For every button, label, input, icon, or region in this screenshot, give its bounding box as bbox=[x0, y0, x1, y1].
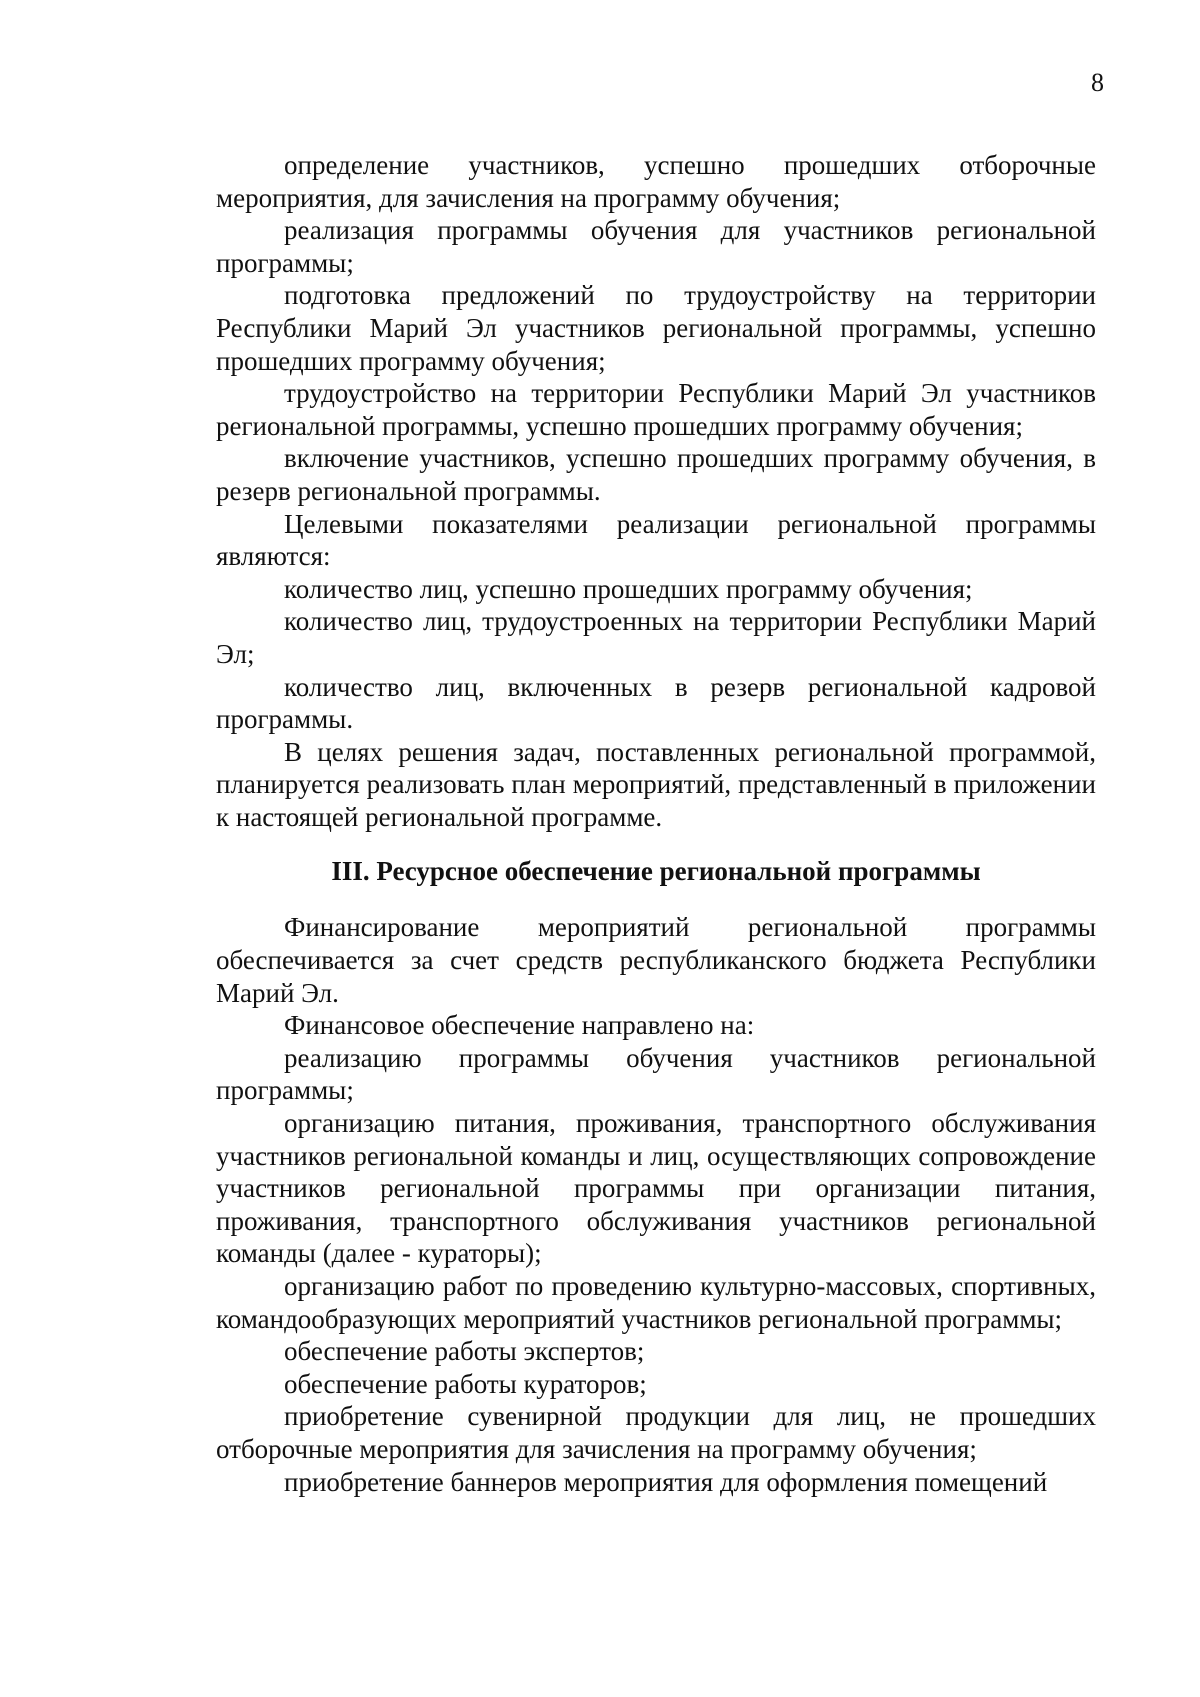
paragraph: Целевыми показателями реализации региональной программы являются: bbox=[216, 508, 1096, 572]
paragraph: трудоустройство на территории Республики Марий Эл участников региональной программы, успешно прошедших программу обучения; bbox=[216, 378, 1096, 441]
paragraph: количество лиц, включенных в резерв региональной кадровой программы. bbox=[216, 671, 1096, 735]
section-heading: III. Ресурсное обеспечение региональной программы bbox=[331, 856, 981, 887]
paragraph: Финансовое обеспечение направлено на: bbox=[284, 1010, 755, 1041]
page-number: 8 bbox=[1091, 68, 1104, 97]
paragraph: реализация программы обучения для участников региональной программы; bbox=[216, 215, 1096, 278]
paragraph: организацию питания, проживания, транспортного обслуживания участников региональной команды и лиц, осуществляющих сопровождение участников региональной программы при организации питания, проживания, транспортного обслуживания участников региональной команды (далее - кураторы); bbox=[216, 1108, 1096, 1269]
paragraph: организацию работ по проведению культурно-массовых, спортивных, командообразующих мероприятий участников региональной программы; bbox=[216, 1271, 1096, 1334]
paragraph: количество лиц, трудоустроенных на территории Республики Марий Эл; bbox=[216, 606, 1096, 669]
paragraph: включение участников, успешно прошедших программу обучения, в резерв региональной программы. bbox=[216, 443, 1096, 506]
paragraph: обеспечение работы экспертов; bbox=[284, 1336, 645, 1367]
paragraph: подготовка предложений по трудоустройству на территории Республики Марий Эл участников региональной программы, успешно прошедших программу обучения; bbox=[216, 280, 1096, 376]
paragraph: определение участников, успешно прошедших отборочные мероприятия, для зачисления на программу обучения; bbox=[216, 150, 1096, 213]
document-body bbox=[216, 149, 1096, 1498]
paragraph: обеспечение работы кураторов; bbox=[284, 1368, 647, 1399]
paragraph: Финансирование мероприятий региональной программы обеспечивается за счет средств республиканского бюджета Республики Марий Эл. bbox=[216, 912, 1096, 1008]
paragraph: В целях решения задач, поставленных региональной программой, планируется реализовать план мероприятий, представленный в приложении к настоящей региональной программе. bbox=[216, 736, 1096, 832]
paragraph: количество лиц, успешно прошедших программу обучения; bbox=[284, 573, 973, 604]
paragraph: реализацию программы обучения участников региональной программы; bbox=[216, 1042, 1096, 1106]
paragraph: приобретение сувенирной продукции для лиц, не прошедших отборочные мероприятия для зачисления на программу обучения; bbox=[216, 1401, 1096, 1464]
paragraph: приобретение баннеров мероприятия для оформления помещений bbox=[284, 1466, 1048, 1497]
